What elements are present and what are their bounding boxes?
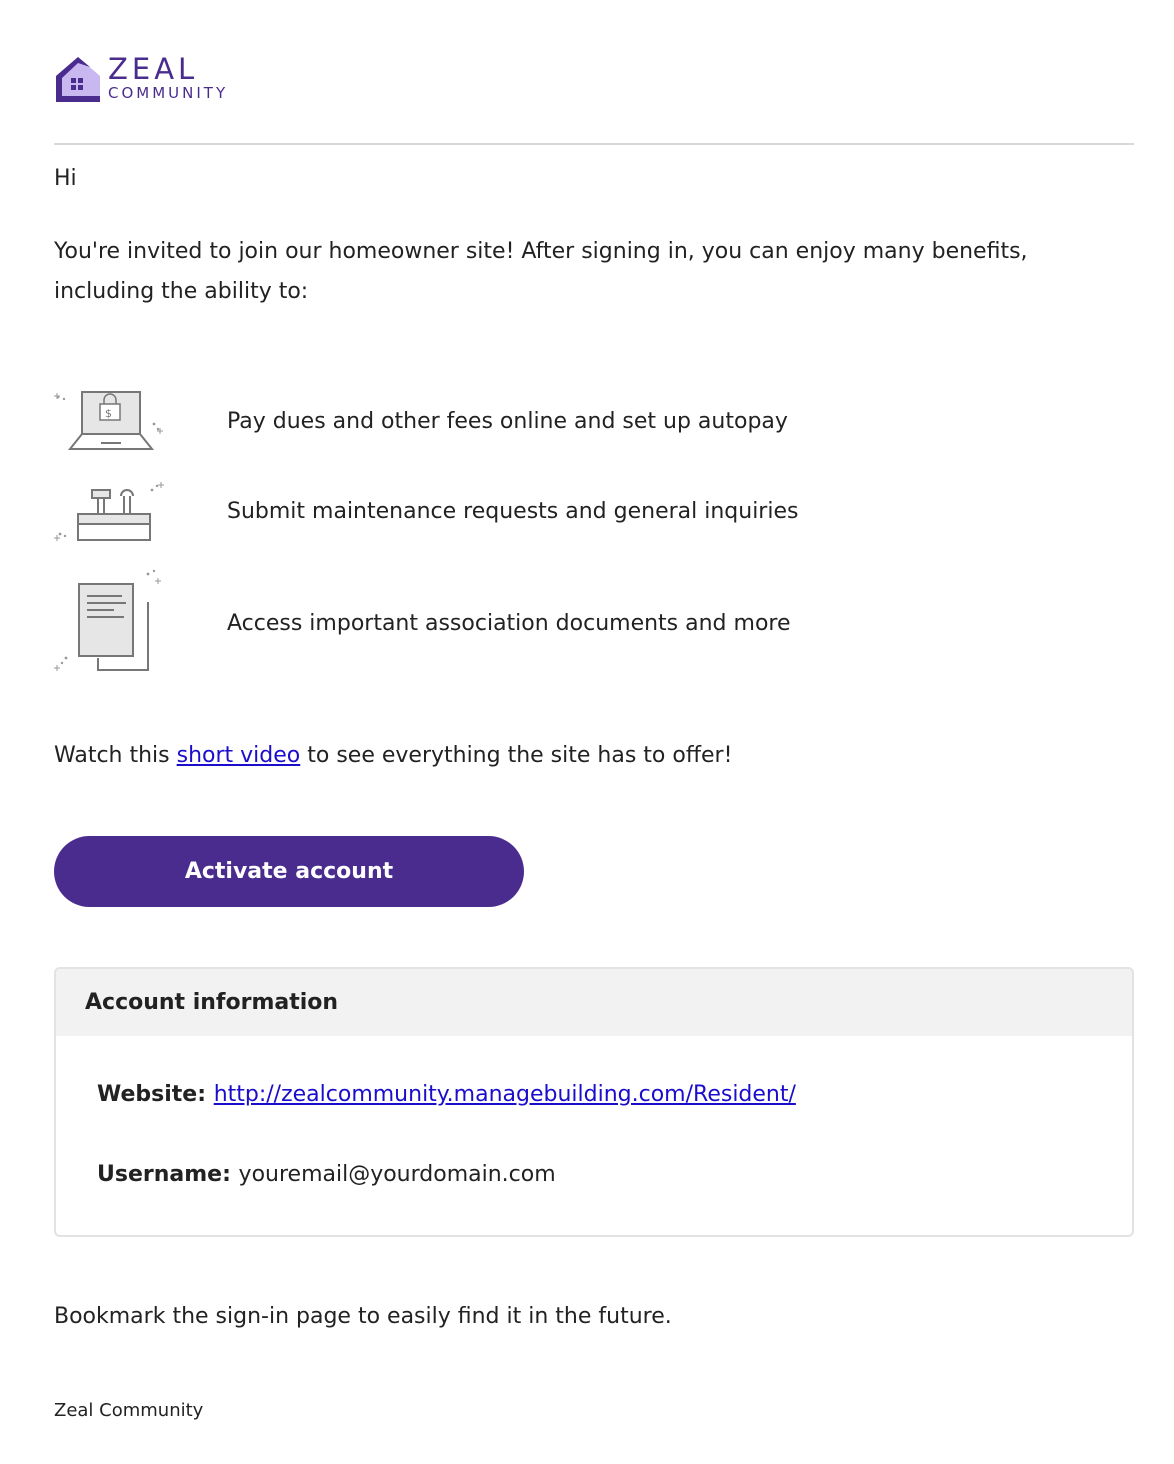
- brand-name: ZEAL: [108, 52, 199, 86]
- toolbox-icon: [54, 462, 166, 562]
- laptop-payment-icon: [54, 372, 166, 472]
- greeting: Hi: [54, 166, 77, 191]
- documents-icon: [54, 562, 166, 686]
- header-divider: [54, 143, 1134, 145]
- signoff: Zeal Community: [54, 1400, 204, 1421]
- short-video-link[interactable]: short video: [176, 743, 301, 768]
- video-sentence: [54, 738, 732, 774]
- benefit-label: Submit maintenance requests and general inquiries: [227, 499, 799, 524]
- account-info-title: Account information: [56, 969, 1132, 1036]
- bookmark-note: Bookmark the sign-in page to easily find it in the future.: [54, 1304, 672, 1329]
- website-row: [97, 1079, 796, 1111]
- watch-prefix: Watch this: [54, 743, 177, 768]
- website-label: Website:: [97, 1082, 214, 1107]
- house-logo-icon: [54, 54, 102, 104]
- username-value: youremail@yourdomain.com: [238, 1162, 556, 1187]
- activate-account-button[interactable]: Activate account: [54, 836, 524, 907]
- benefit-label: Access important association documents and more: [227, 611, 791, 636]
- username-label: Username:: [97, 1162, 239, 1187]
- watch-suffix: to see everything the site has to offer!: [300, 743, 733, 768]
- brand-subname: COMMUNITY: [108, 84, 229, 102]
- benefit-label: Pay dues and other fees online and set up autopay: [227, 409, 788, 434]
- username-row: [97, 1159, 556, 1191]
- benefit-item: [54, 462, 1134, 562]
- website-link[interactable]: http://zealcommunity.managebuilding.com/Resident/: [213, 1082, 796, 1107]
- brand-logo: [54, 54, 228, 106]
- benefit-item: [54, 562, 1134, 686]
- svg-text:$: $: [105, 407, 112, 420]
- benefit-item: [54, 372, 1134, 472]
- account-info-panel: [54, 967, 1134, 1237]
- intro-paragraph: You're invited to join our homeowner site! After signing in, you can enjoy many benefits, including the ability to:: [54, 239, 1028, 304]
